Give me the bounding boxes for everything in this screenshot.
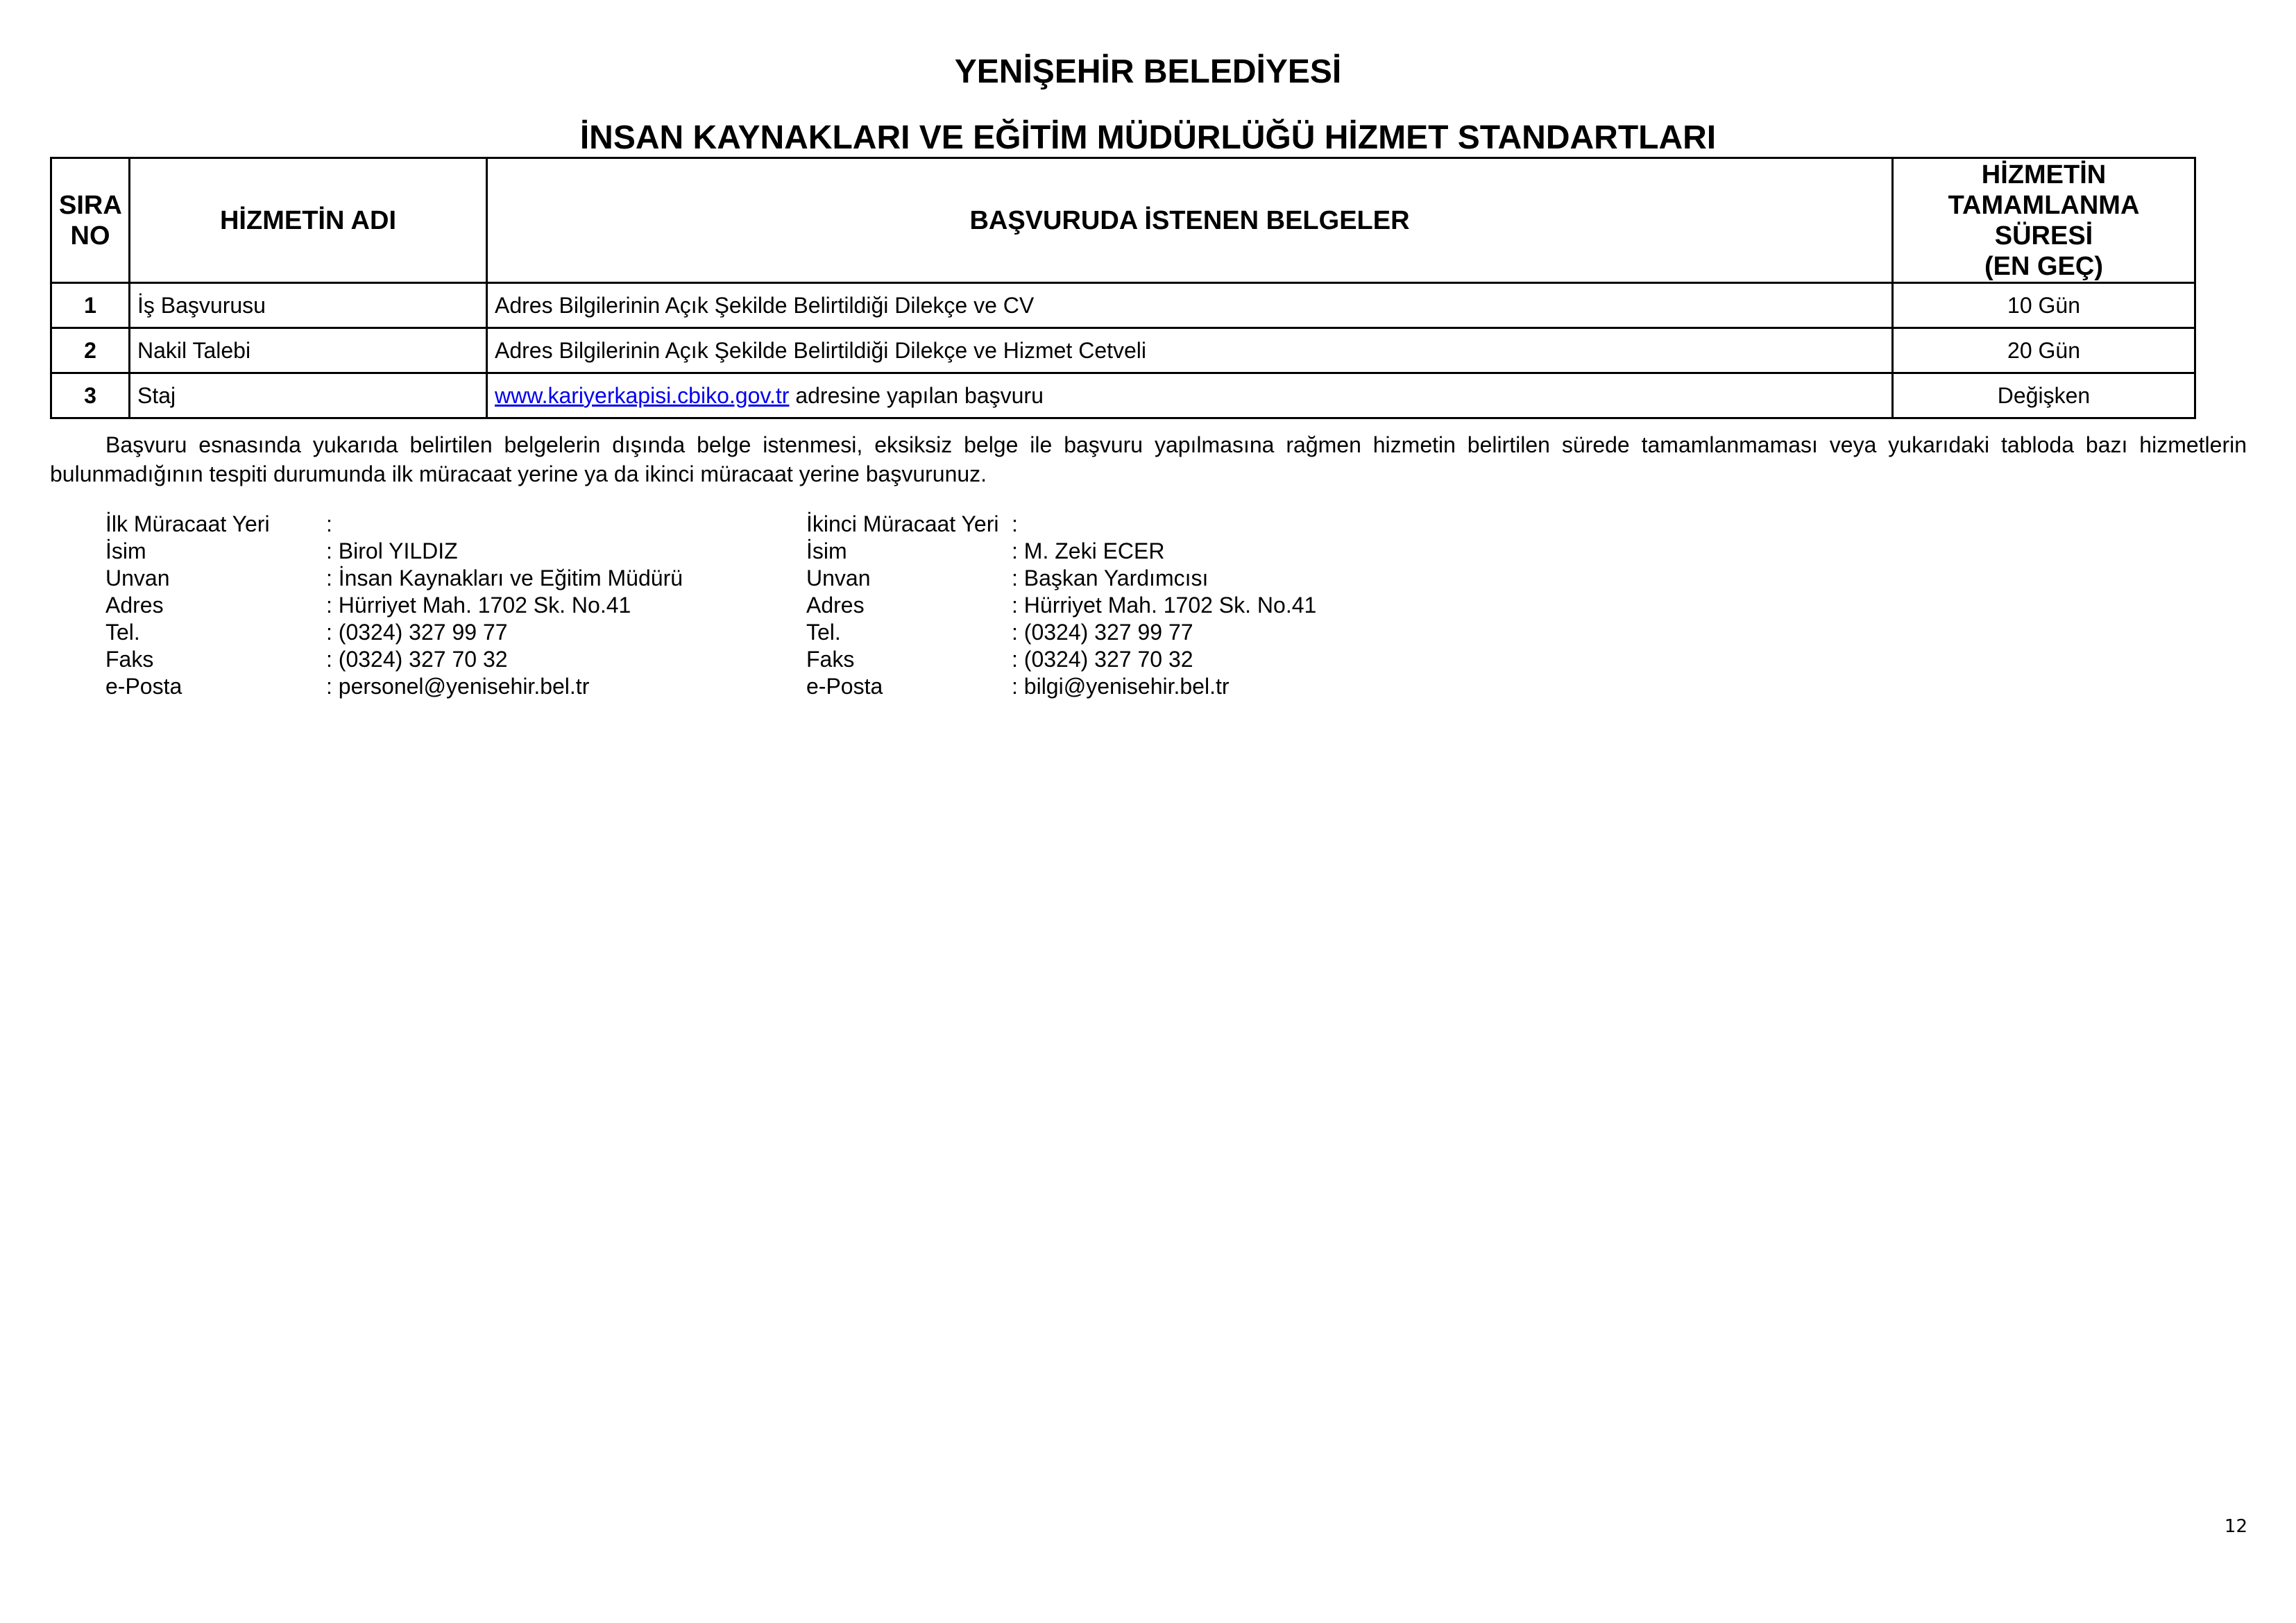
contact-title-label: Unvan (105, 566, 170, 590)
column-header-sure-line4: (EN GEÇ) (1984, 251, 2103, 281)
second-contact-block (806, 511, 1316, 700)
column-header-sure-line2: TAMAMLANMA (1948, 190, 2140, 220)
contact-title-value: : Başkan Yardımcısı (1012, 566, 1209, 590)
row-number: 3 (51, 373, 130, 418)
contact-name-value: : Birol YILDIZ (326, 538, 458, 563)
contact-heading-value: : (326, 511, 332, 536)
application-note: Başvuru esnasında yukarıda belirtilen belgelerin dışında belge istenmesi, eksiksiz belge ile başvuru yapılmasına rağmen hizmetin belirtilen sürede tamamlanmaması veya yukarıdaki tabloda bazı hizmetlerin bulunmadığının tespiti durumunda ilk müracaat yerine ya da ikinci müracaat yerine başvurunuz. (50, 432, 2247, 486)
column-header-sira-line1: SIRA (59, 190, 122, 220)
contact-address-label: Adres (806, 593, 865, 618)
column-header-sira-no (51, 158, 130, 283)
contact-fax-value: : (0324) 327 70 32 (1012, 647, 1193, 672)
column-header-sure-line3: SÜRESİ (1994, 221, 2093, 250)
completion-time: 20 Gün (1893, 328, 2195, 373)
contact-title-value: : İnsan Kaynakları ve Eğitim Müdürü (326, 566, 683, 590)
required-documents-rest: adresine yapılan başvuru (789, 382, 1044, 408)
contact-row (806, 619, 1316, 646)
contact-name-label: İsim (105, 538, 146, 563)
page-title: YENİŞEHİR BELEDİYESİ (954, 53, 1342, 90)
contact-phone-value: : (0324) 327 99 77 (326, 620, 508, 645)
contact-address-value: : Hürriyet Mah. 1702 Sk. No.41 (1012, 593, 1317, 618)
completion-time: 10 Gün (1893, 283, 2195, 328)
contact-row (806, 511, 1316, 538)
contact-title-label: Unvan (806, 566, 871, 590)
contact-email-value: : personel@yenisehir.bel.tr (326, 674, 590, 699)
column-header-sira-line2: NO (70, 221, 110, 250)
contact-row (806, 673, 1316, 700)
completion-time: Değişken (1893, 373, 2195, 418)
contact-row (105, 619, 683, 646)
contact-phone-value: : (0324) 327 99 77 (1012, 620, 1193, 645)
row-number: 1 (51, 283, 130, 328)
service-name: İş Başvurusu (130, 283, 487, 328)
table-row (51, 328, 2195, 373)
contact-row (806, 646, 1316, 673)
service-name: Nakil Talebi (130, 328, 487, 373)
required-documents: Adres Bilgilerinin Açık Şekilde Belirtildiği Dilekçe ve Hizmet Cetveli (487, 328, 1893, 373)
contact-name-value: : M. Zeki ECER (1012, 538, 1165, 563)
page-subtitle: İNSAN KAYNAKLARI VE EĞİTİM MÜDÜRLÜĞÜ HİZMET STANDARTLARI (579, 119, 1717, 156)
contact-fax-value: : (0324) 327 70 32 (326, 647, 508, 672)
contact-row (806, 565, 1316, 592)
contact-name-label: İsim (806, 538, 847, 563)
column-header-hizmet-adi: HİZMETİN ADI (130, 158, 487, 283)
contact-row (105, 511, 683, 538)
page-number: 12 (2224, 1516, 2247, 1537)
table-header-row (51, 158, 2195, 283)
contact-heading-value: : (1012, 511, 1018, 536)
row-number: 2 (51, 328, 130, 373)
contact-phone-label: Tel. (105, 620, 140, 645)
contact-fax-label: Faks (105, 647, 154, 672)
table-row (51, 283, 2195, 328)
contact-address-label: Adres (105, 593, 164, 618)
contact-email-label: e-Posta (806, 674, 883, 699)
contact-heading-label: İkinci Müracaat Yeri (806, 511, 999, 536)
contact-heading-label: İlk Müracaat Yeri (105, 511, 270, 536)
contact-row (806, 592, 1316, 619)
contact-email-value: : bilgi@yenisehir.bel.tr (1012, 674, 1230, 699)
contact-email-label: e-Posta (105, 674, 182, 699)
contact-phone-label: Tel. (806, 620, 841, 645)
contact-row (806, 538, 1316, 565)
column-header-belgeler: BAŞVURUDA İSTENEN BELGELER (487, 158, 1893, 283)
column-header-sure-line1: HİZMETİN (1981, 160, 2107, 189)
contact-fax-label: Faks (806, 647, 855, 672)
contact-row (105, 592, 683, 619)
contact-address-value: : Hürriyet Mah. 1702 Sk. No.41 (326, 593, 631, 618)
required-documents: Adres Bilgilerinin Açık Şekilde Belirtildiği Dilekçe ve CV (487, 283, 1893, 328)
service-standards-table (50, 157, 2196, 419)
first-contact-block (105, 511, 683, 700)
contact-row (105, 673, 683, 700)
required-documents (487, 373, 1893, 418)
service-name: Staj (130, 373, 487, 418)
contact-row (105, 538, 683, 565)
column-header-sure (1893, 158, 2195, 283)
table-row (51, 373, 2195, 418)
kariyerkapisi-link[interactable]: www.kariyerkapisi.cbiko.gov.tr (495, 382, 790, 408)
contact-row (105, 646, 683, 673)
contact-row (105, 565, 683, 592)
